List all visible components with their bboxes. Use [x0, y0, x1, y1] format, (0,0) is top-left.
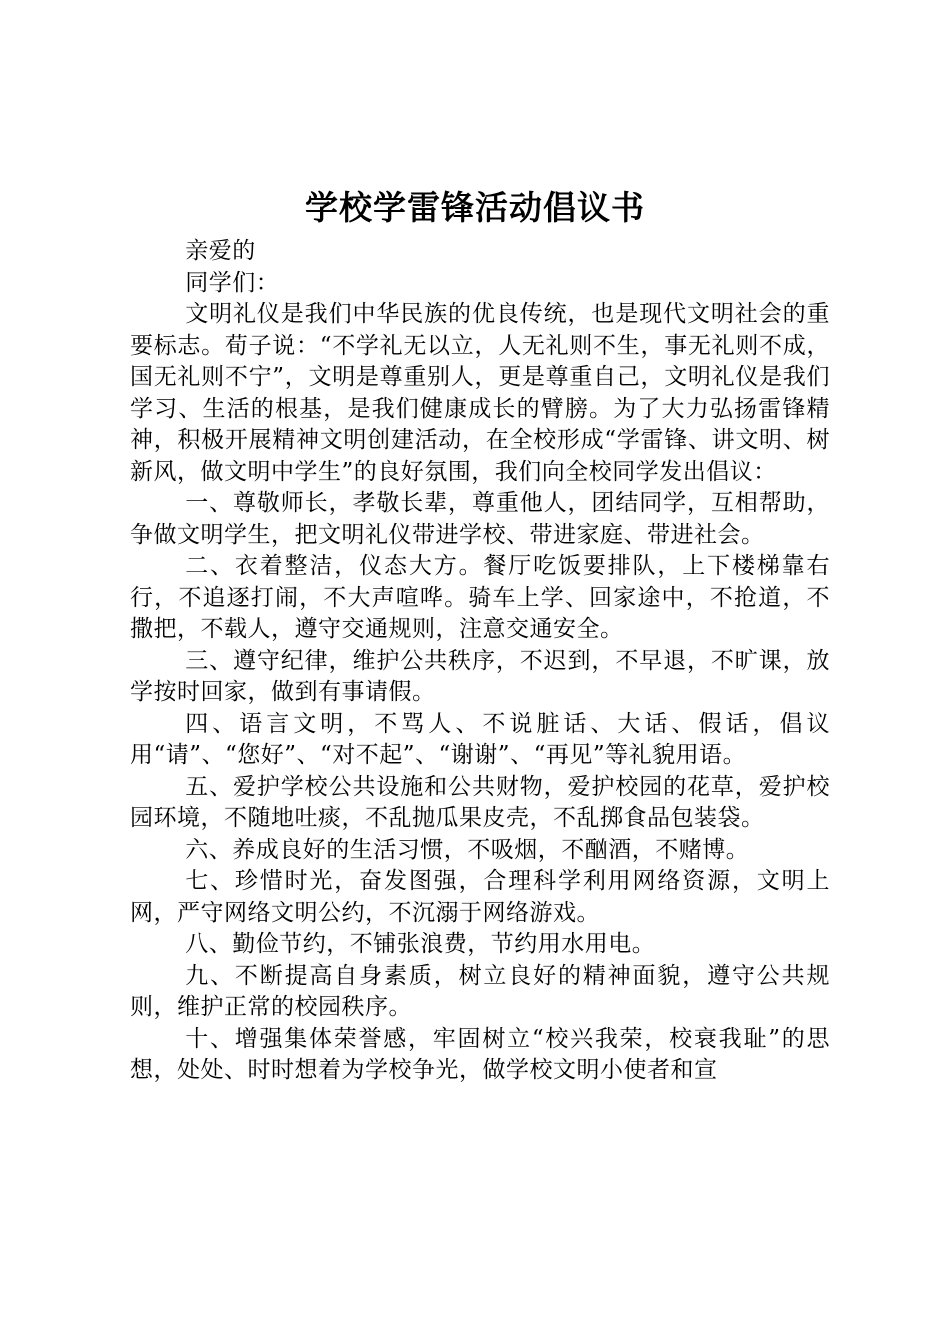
- proposal-item-2: 二、衣着整洁，仪态大方。餐厅吃饭要排队，上下楼梯靠右行，不追逐打闹，不大声喧哗。骑车上学、回家途中，不抢道，不撒把，不载人，遵守交通规则，注意交通安全。: [130, 553, 830, 642]
- proposal-item-6: 六、养成良好的生活习惯，不吸烟，不酗酒，不赌博。: [185, 836, 750, 863]
- document-body: [130, 236, 830, 1087]
- proposal-item-9: 九、不断提高自身素质，树立良好的精神面貌，遵守公共规则，维护正常的校园秩序。: [130, 962, 830, 1020]
- document-title: 学校学雷锋活动倡议书: [305, 188, 645, 227]
- proposal-item-4: 四、语言文明，不骂人、不说脏话、大话、假话，倡议用“请”、“您好”、“对不起”、“谢谢”、“再见”等礼貌用语。: [130, 710, 830, 768]
- salutation-line: 同学们：: [185, 269, 280, 296]
- proposal-item-1: 一、尊敬师长，孝敬长辈，尊重他人，团结同学，互相帮助，争做文明学生，把文明礼仪带进学校、带进家庭、带进社会。: [130, 490, 830, 548]
- proposal-item-10: 十、增强集体荣誉感，牢固树立“校兴我荣，校衰我耻”的思想，处处、时时想着为学校争光，做学校文明小使者和宣: [130, 1025, 830, 1083]
- salutation-line: 亲爱的: [185, 238, 256, 264]
- intro-paragraph: 文明礼仪是我们中华民族的优良传统，也是现代文明社会的重要标志。荀子说：“不学礼无以立，人无礼则不生，事无礼则不成，国无礼则不宁”，文明是尊重别人，更是尊重自己，文明礼仪是我们学习、生活的根基，是我们健康成长的臂膀。为了大力弘扬雷锋精神，积极开展精神文明创建活动，在全校形成“学雷锋、讲文明、树新风，做文明中学生”的良好氛围，我们向全校同学发出倡议：: [130, 301, 830, 485]
- proposal-item-7: 七、珍惜时光，奋发图强，合理科学利用网络资源，文明上网，严守网络文明公约，不沉溺于网络游戏。: [130, 868, 830, 926]
- proposal-item-8: 八、勤俭节约，不铺张浪费，节约用水用电。: [185, 931, 656, 957]
- proposal-item-3: 三、遵守纪律，维护公共秩序，不迟到，不早退，不旷课，放学按时回家，做到有事请假。: [130, 647, 830, 705]
- proposal-item-5: 五、爱护学校公共设施和公共财物，爱护校园的花草，爱护校园环境，不随地吐痰，不乱抛瓜果皮壳，不乱掷食品包装袋。: [130, 773, 830, 831]
